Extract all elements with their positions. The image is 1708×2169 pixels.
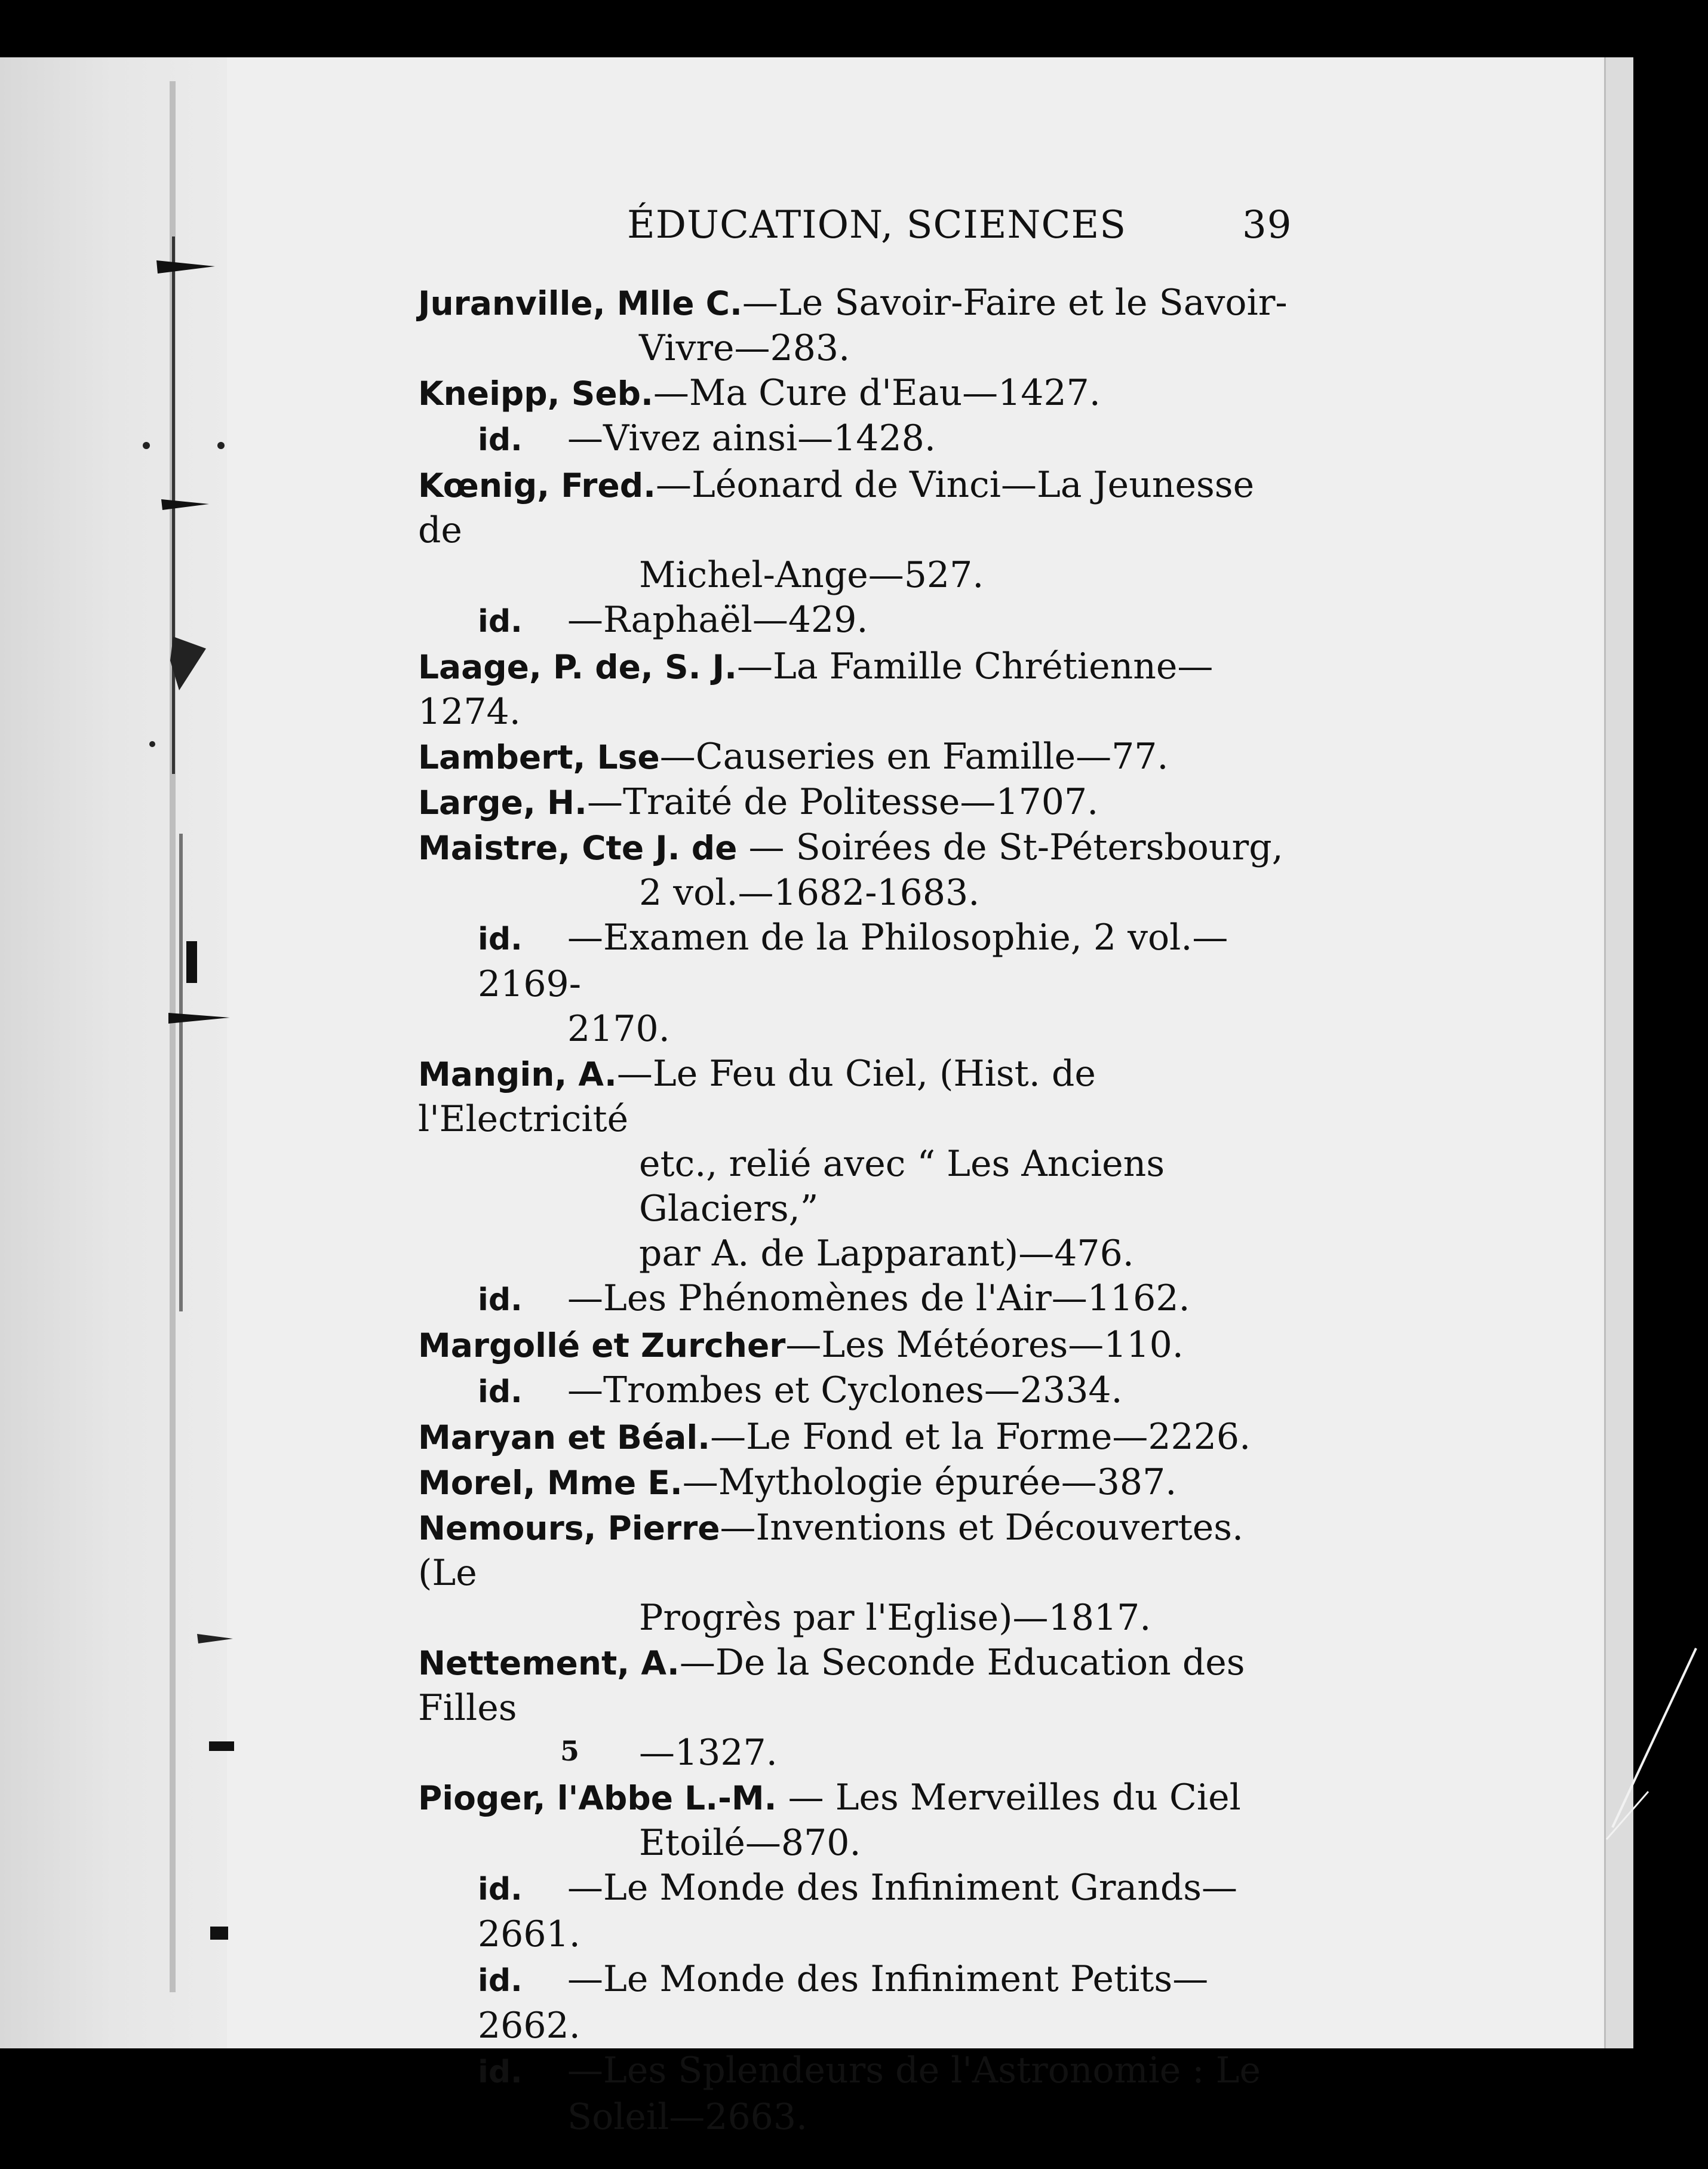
work-title: — Les Merveilles du Ciel (776, 1777, 1241, 1818)
author-name: Nettement, A. (418, 1644, 680, 1682)
work-title: —La Famille Chrétienne—1274. (418, 646, 1214, 733)
continuation-line: Soleil—2663. (567, 2096, 808, 2138)
ibid-label: id. (478, 1963, 523, 1999)
work-title: —Le Monde des Infiniment Petits—2662. (478, 1958, 1209, 2047)
list-item (418, 1368, 1308, 1415)
work-title: —Mythologie épurée—387. (682, 1461, 1177, 1503)
ibid-label: id. (478, 604, 523, 640)
work-title: —Causeries en Famille—77. (659, 736, 1169, 778)
signature-mark: 5 (560, 1735, 580, 1767)
list-item (418, 1323, 1308, 1368)
author-name: Laage, P. de, S. J. (418, 648, 737, 686)
continuation-line: Michel-Ange—527. (639, 554, 984, 596)
list-item (418, 1276, 1308, 1323)
list-item (418, 780, 1308, 825)
bibliography-list (418, 281, 1308, 2140)
continuation-line: 2170. (567, 1008, 670, 1050)
list-item (418, 1460, 1308, 1506)
list-item (418, 915, 1308, 1007)
author-name: Nemours, Pierre (418, 1509, 720, 1547)
list-item (418, 416, 1308, 463)
author-name: Pioger, l'Abbe L.-M. (418, 1779, 777, 1817)
ibid-label: id. (478, 422, 523, 458)
work-title: —Le Feu du Ciel, (Hist. de l'Electricité (418, 1053, 1096, 1140)
list-item (418, 735, 1308, 780)
list-item (418, 825, 1308, 871)
continuation-line: 2 vol.—1682-1683. (639, 872, 980, 914)
binding-stitches (0, 57, 251, 2048)
author-name: Kœnig, Fred. (418, 466, 656, 505)
work-title: —Léonard de Vinci—La Jeunesse de (418, 464, 1255, 551)
author-name: Margollé et Zurcher (418, 1326, 786, 1365)
work-title: —Examen de la Philosophie, 2 vol.—2169- (478, 917, 1228, 1005)
work-title: —Le Fond et la Forme—2226. (710, 1416, 1251, 1458)
list-item (418, 2048, 1308, 2095)
work-title: —Trombes et Cyclones—2334. (567, 1369, 1123, 1411)
work-title: —Le Savoir-Faire et le Savoir- (742, 282, 1288, 324)
list-item (418, 371, 1308, 416)
list-item (418, 1506, 1308, 1596)
work-title: —Vivez ainsi—1428. (567, 417, 936, 459)
list-item (418, 1957, 1308, 2048)
continuation-line: etc., relié avec “ Les Anciens Glaciers,” (639, 1143, 1165, 1230)
work-title: —De la Seconde Education des Filles (418, 1642, 1245, 1729)
ibid-label: id. (478, 1872, 523, 1907)
author-name: Maistre, Cte J. de (418, 829, 738, 867)
ibid-label: id. (478, 2054, 523, 2090)
list-item (418, 1052, 1308, 1142)
author-name: Large, H. (418, 784, 587, 822)
work-title: — Soirées de St-Pétersbourg, (737, 827, 1283, 868)
page-number: 39 (1242, 203, 1292, 247)
author-name: Maryan et Béal. (418, 1418, 711, 1457)
author-name: Kneipp, Seb. (418, 374, 653, 413)
continuation-line: Etoilé—870. (639, 1822, 861, 1864)
list-item (418, 1775, 1308, 1821)
work-title: —Les Splendeurs de l'Astronomie : Le (567, 2050, 1261, 2091)
work-title: —Le Monde des Infiniment Grands—2661. (478, 1867, 1238, 1955)
author-name: Lambert, Lse (418, 738, 660, 776)
author-name: Mangin, A. (418, 1055, 617, 1093)
page-edge (1604, 57, 1633, 2048)
continuation-line: Progrès par l'Eglise)—1817. (639, 1597, 1151, 1639)
list-item (418, 463, 1308, 553)
list-item (418, 644, 1308, 735)
ibid-label: id. (478, 921, 523, 957)
author-name: Morel, Mme E. (418, 1464, 683, 1502)
work-title: —Ma Cure d'Eau—1427. (653, 372, 1101, 414)
ibid-label: id. (478, 1282, 523, 1318)
running-head: ÉDUCATION, SCIENCES (627, 203, 1127, 247)
work-title: —Les Météores—110. (785, 1324, 1184, 1366)
continuation-line: Vivre—283. (639, 327, 850, 369)
list-item (418, 1866, 1308, 1957)
work-title: —Raphaël—429. (567, 599, 868, 641)
work-title: —Inventions et Découvertes. (Le (418, 1507, 1244, 1594)
list-item (418, 1415, 1308, 1460)
list-item (418, 281, 1308, 326)
work-title: —Traité de Politesse—1707. (586, 781, 1099, 823)
continuation-line: par A. de Lapparant)—476. (639, 1233, 1134, 1274)
ibid-label: id. (478, 1374, 523, 1410)
list-item (418, 598, 1308, 644)
list-item (418, 1640, 1308, 1731)
author-name: Juranville, Mlle C. (418, 284, 742, 322)
work-title: —Les Phénomènes de l'Air—1162. (567, 1277, 1190, 1319)
continuation-line: —1327. (639, 1732, 778, 1774)
